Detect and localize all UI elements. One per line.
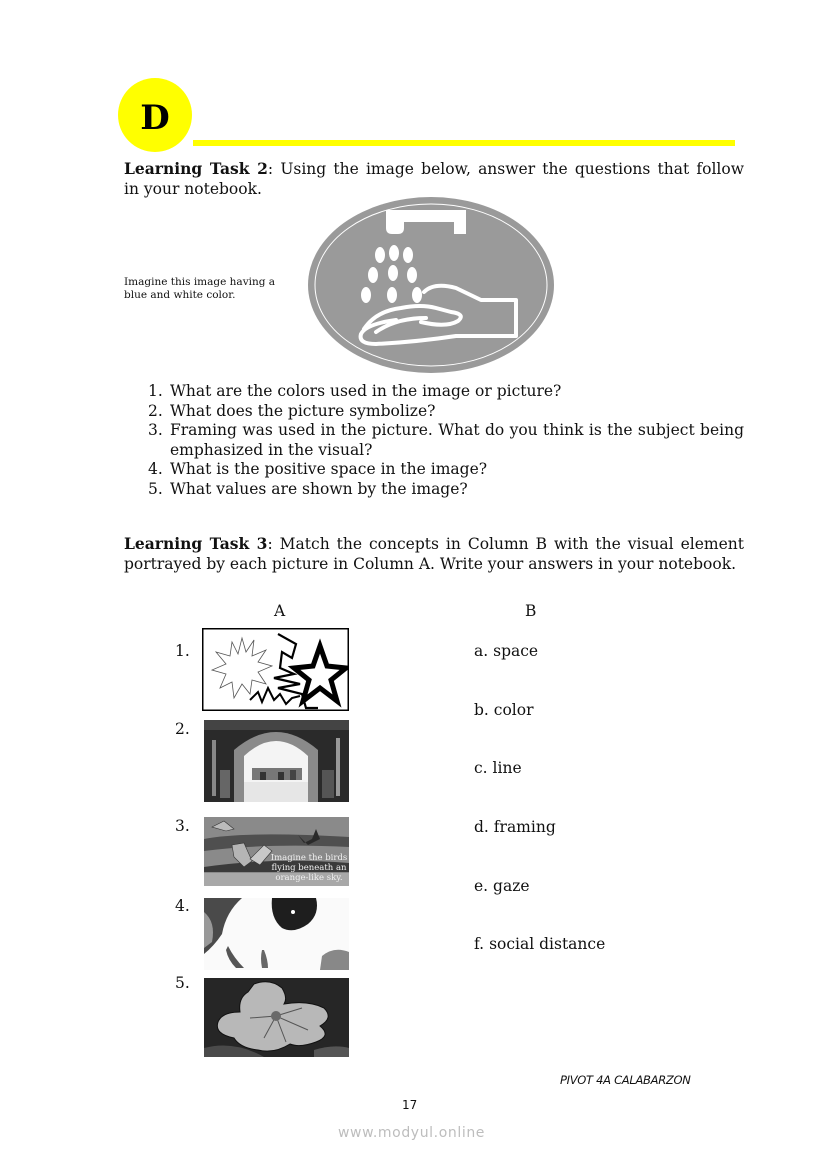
task2-instruction: Learning Task 2: Using the image below, answer the questions that follow in your notebook. — [124, 159, 744, 198]
shapes-lines-image — [202, 628, 349, 711]
section-letter: D — [140, 98, 170, 138]
section-divider — [193, 140, 735, 146]
column-a-number: 1. — [175, 642, 190, 660]
column-a-number: 4. — [175, 897, 190, 915]
birds-overlay-text: Imagine the birds flying beneath an orange-like sky. — [270, 853, 348, 883]
column-b-option: c. line — [474, 759, 522, 777]
column-a-number: 5. — [175, 974, 190, 992]
question-item: 5. What values are shown by the image? — [148, 479, 468, 498]
task2-title: Learning Task 2 — [124, 159, 268, 178]
page-number: 17 — [402, 1098, 418, 1112]
column-b-option: a. space — [474, 642, 539, 660]
task3-title: Learning Task 3 — [124, 534, 268, 553]
handwashing-icon — [306, 196, 556, 376]
column-b-option: f. social distance — [474, 935, 606, 953]
question-item: 3. Framing was used in the picture. What do you think is the subject being emphasized in the visual? — [148, 421, 744, 459]
column-b-header: B — [525, 602, 537, 620]
column-b-option: b. color — [474, 701, 534, 719]
column-a-number: 2. — [175, 720, 190, 738]
column-b-option: e. gaze — [474, 877, 530, 895]
column-a-number: 3. — [175, 817, 190, 835]
question-item: 1. What are the colors used in the image or picture? — [148, 382, 562, 400]
task3-instruction: Learning Task 3: Match the concepts in Column B with the visual element portrayed by each picture in Column A. Write your answers in your notebook. — [124, 534, 744, 573]
column-a-header: A — [274, 602, 286, 620]
task2-questions — [148, 382, 744, 499]
program-footer: PIVOT 4A CALABARZON — [560, 1073, 691, 1087]
column-b-option: d. framing — [474, 818, 556, 836]
watermark: www.modyul.online — [338, 1125, 486, 1141]
birds-image — [204, 817, 349, 886]
eye-closeup-image — [204, 898, 349, 970]
question-item: 4. What is the positive space in the image? — [148, 460, 488, 478]
image-caption: Imagine this image having a blue and white color. — [124, 276, 276, 301]
archway-image — [204, 720, 349, 802]
flower-image — [204, 978, 349, 1057]
question-item: 2. What does the picture symbolize? — [148, 401, 436, 420]
